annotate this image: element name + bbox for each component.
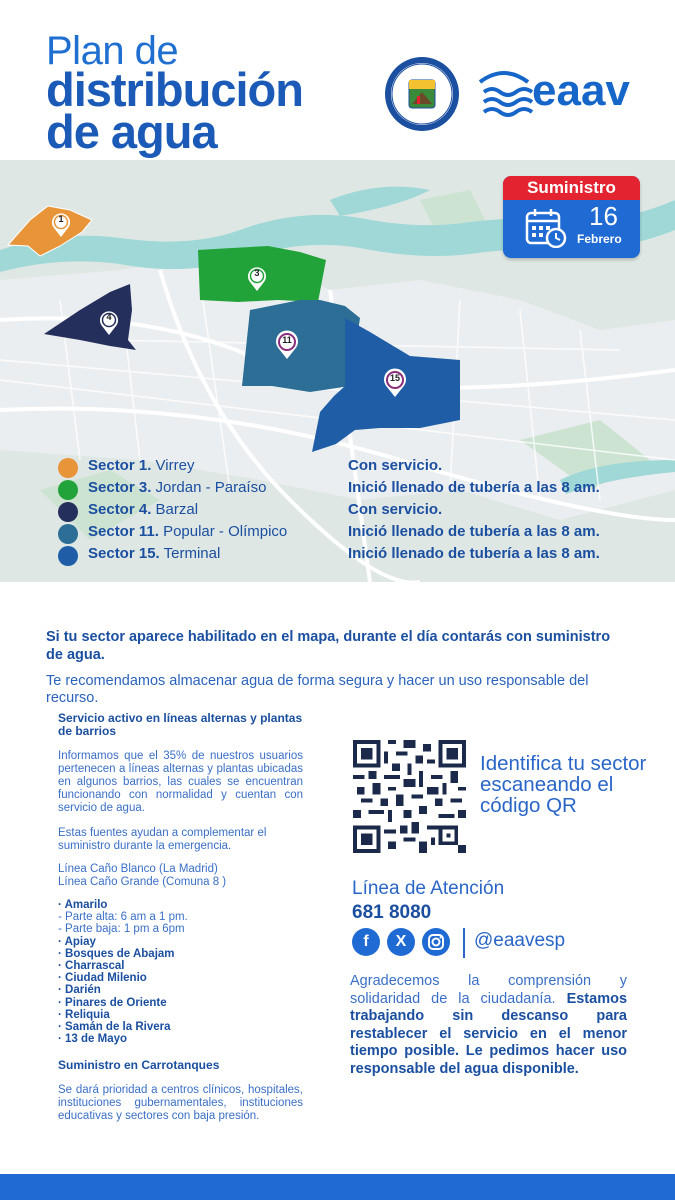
map-marker-label: 11: [282, 335, 292, 345]
facebook-icon[interactable]: f: [352, 928, 380, 956]
legend-sector-status: Inició llenado de tubería a las 8 am.: [348, 523, 600, 540]
legend-sector-status: Inició llenado de tubería a las 8 am.: [348, 479, 600, 496]
list-item: · Amarilo: [58, 899, 108, 911]
badge-day: 16: [589, 201, 618, 231]
legend-color-dot: [58, 480, 78, 500]
divider: [463, 928, 465, 958]
contact-label: Línea de Atención: [352, 878, 505, 899]
page-title: [46, 29, 303, 158]
header: [0, 0, 675, 160]
map-marker-label: 1: [58, 214, 64, 224]
qr-code[interactable]: [353, 740, 466, 853]
brand-name: eaav: [532, 66, 630, 115]
qr-instructions: Identifica tu sector escaneando el código QR: [480, 752, 647, 817]
list-item: - Parte alta: 6 am a 1 pm.: [58, 911, 188, 924]
alcaldia-seal-logo: [384, 56, 460, 132]
footer-bar: [0, 1174, 675, 1200]
badge-title: Suministro: [503, 176, 640, 200]
badge-month: Febrero: [577, 232, 622, 246]
map-marker-label: 3: [254, 268, 260, 278]
supply-date-badge: [503, 176, 640, 258]
zone-list: [58, 899, 303, 1045]
list-item: · Darién: [58, 984, 101, 997]
alternate-lines-section: [58, 712, 303, 1123]
list-item: · 13 de Mayo: [58, 1033, 128, 1046]
map-marker-label: 4: [106, 312, 112, 322]
list-item: · Reliquia: [58, 1008, 110, 1021]
recommendation-text: Te recomendamos almacenar agua de forma segura y hacer un uso responsable del recurso.: [46, 673, 589, 706]
title-line-3: de agua: [46, 104, 217, 158]
thanks-message: [350, 973, 627, 1078]
social-handle[interactable]: @eaavesp: [474, 930, 566, 951]
legend-sector-name: Sector 4. Barzal: [88, 501, 199, 518]
list-item: · Bosques de Abajam: [58, 947, 175, 960]
instagram-icon[interactable]: [422, 928, 450, 956]
intro-text: Si tu sector aparece habilitado en el mapa, durante el día contarás con suministro de agua.: [46, 629, 611, 663]
calendar-clock-icon: [525, 208, 567, 248]
legend-sector-status: Con servicio.: [348, 501, 443, 518]
list-item: · Charrascal: [58, 960, 125, 973]
legend-sector-name: Sector 15. Terminal: [88, 545, 221, 562]
carrotanques-heading: Suministro en Carrotanques: [58, 1058, 220, 1073]
list-item: - Parte baja: 1 pm a 6pm: [58, 923, 185, 936]
list-item: · Pinares de Oriente: [58, 996, 167, 1009]
thanks-bold: Estamos trabajando sin descanso para restablecer el servicio en el menor tiempo posible. Le pedimos hacer uso responsable del agua disponible.: [350, 990, 628, 1077]
legend-sector-name: Sector 3. Jordan - Paraíso: [88, 479, 267, 496]
legend-color-dot: [58, 458, 78, 478]
legend-color-dot: [58, 546, 78, 566]
legend-sector-name: Sector 11. Popular - Olímpico: [88, 523, 288, 540]
instagram-glyph: [422, 928, 450, 956]
legend-color-dot: [58, 524, 78, 544]
x-icon[interactable]: X: [387, 928, 415, 956]
list-item: · Apiay: [58, 935, 96, 948]
line-cano-blanco: Línea Caño Blanco (La Madrid): [58, 863, 218, 875]
carrotanques-info: Se dará prioridad a centros clínicos, hospitales, instituciones gubernamentales, instituciones educativas y sectores con baja presión.: [58, 1084, 303, 1123]
line-cano-grande: Línea Caño Grande (Comuna 8 ): [58, 876, 227, 888]
alternate-lines-info: Informamos que el 35% de nuestros usuarios pertenecen a líneas alternas y plantas ubicadas en algunos barrios, las cuales se encuentran funcionando con normalidad y cuentan con servicio de agua.: [58, 750, 303, 814]
contact-phone[interactable]: 681 8080: [352, 902, 432, 923]
alternate-lines-heading: Servicio activo en líneas alternas y plantas de barrios: [58, 711, 303, 738]
list-item: · Ciudad Milenio: [58, 972, 147, 985]
title-line-2: distribución: [46, 63, 303, 117]
title-line-1: Plan de: [46, 29, 179, 73]
legend-sector-status: Inició llenado de tubería a las 8 am.: [348, 545, 600, 562]
map-marker-label: 15: [389, 373, 400, 383]
legend-sector-name: Sector 1. Virrey: [88, 457, 195, 474]
alternate-lines-note: Estas fuentes ayudan a complementar el suministro durante la emergencia.: [58, 827, 267, 852]
legend-color-dot: [58, 502, 78, 522]
list-item: · Samán de la Rivera: [58, 1021, 171, 1034]
legend-sector-status: Con servicio.: [348, 457, 443, 474]
thanks-regular: Agradecemos la comprensión y solidaridad de la ciudadanía.: [350, 973, 627, 1007]
